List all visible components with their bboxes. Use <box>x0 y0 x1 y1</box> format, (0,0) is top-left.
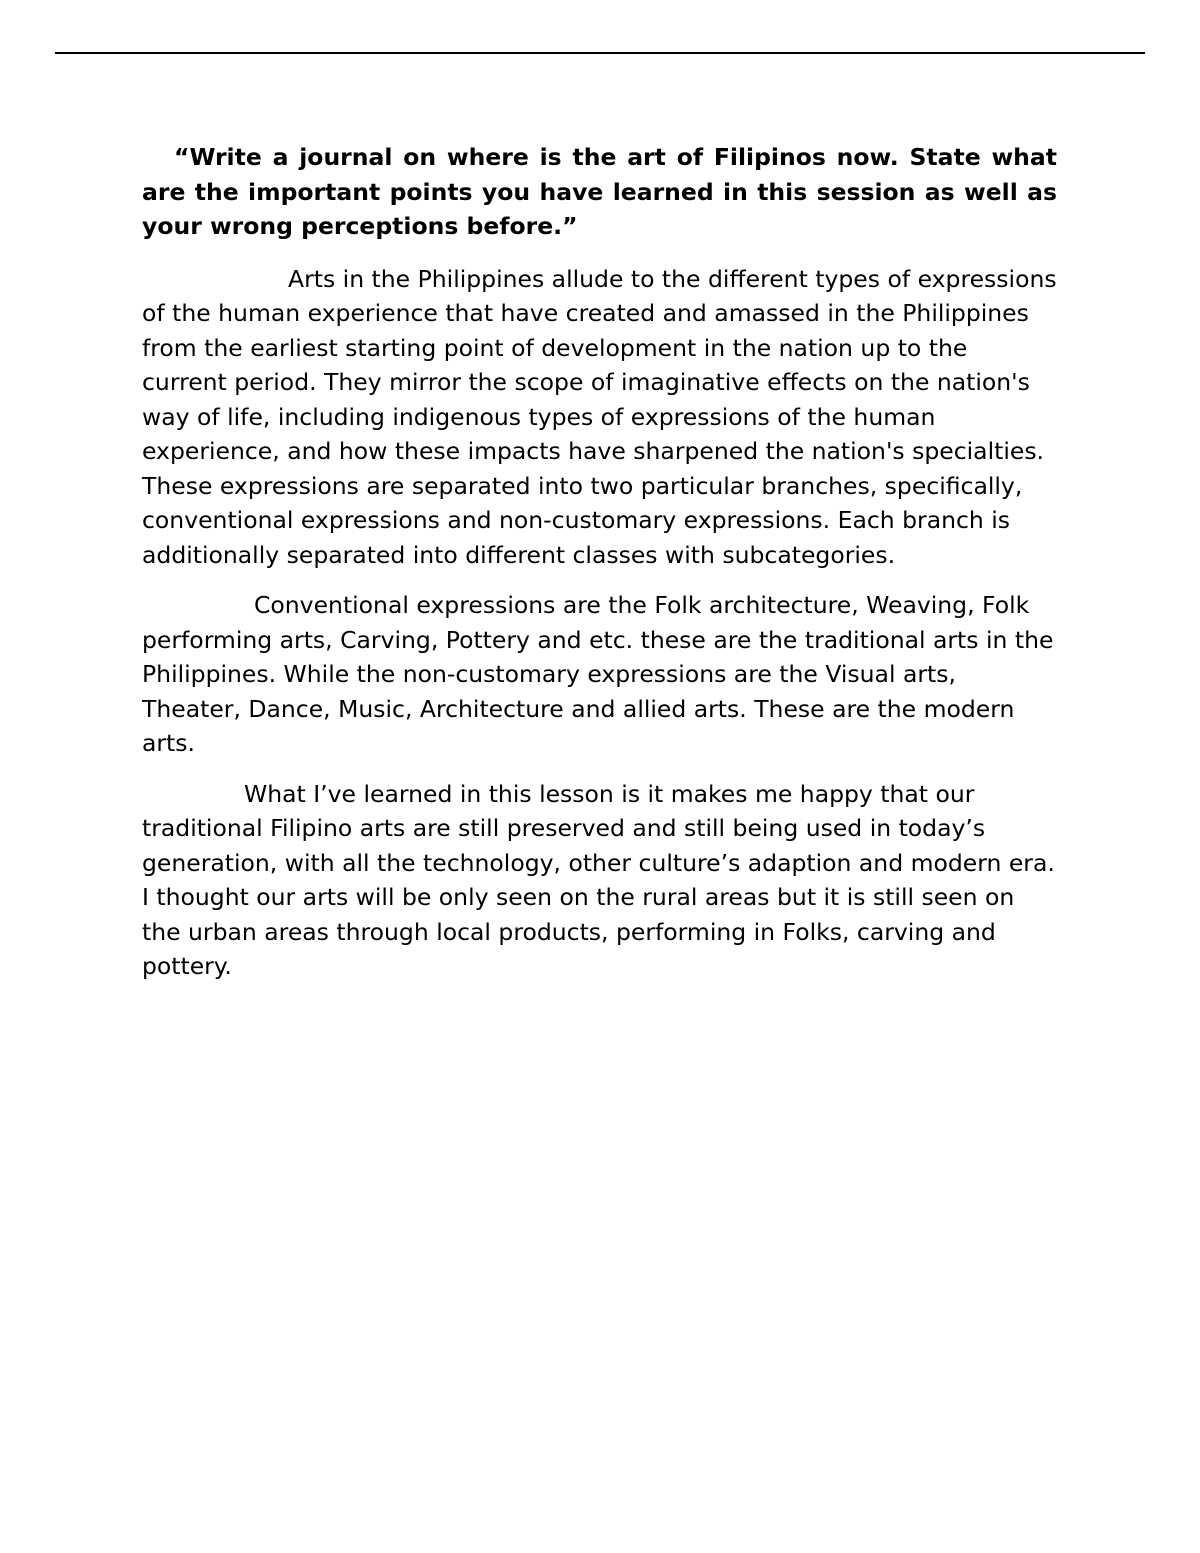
paragraph-lessons-learned: What I’ve learned in this lesson is it makes me happy that our traditional Filipino arts are still preserved and still being used in today’s generation, with all the technology, other culture’s adaption and modern era. I thought our arts will be only seen on the rural areas but it is still seen on the urban areas through local products, performing in Folks, carving and pottery. <box>142 779 1055 980</box>
document-body <box>142 140 1057 1000</box>
paragraph-arts-overview: Arts in the Philippines allude to the different types of expressions of the human experience that have created and amassed in the Philippines from the earliest starting point of development in the nation up to the current period. They mirror the scope of imaginative effects on the nation's way of life, including indigenous types of expressions of the human experience, and how these impacts have sharpened the nation's specialties. These expressions are separated into two particular branches, specifically, conventional expressions and non-customary expressions. Each branch is additionally separated into different classes with subcategories. <box>142 264 1057 569</box>
paragraph-conventional-expressions: Conventional expressions are the Folk architecture, Weaving, Folk performing arts, Carving, Pottery and etc. these are the traditional arts in the Philippines. While the non-customary expressions are the Visual arts, Theater, Dance, Music, Architecture and allied arts. These are the modern arts. <box>142 591 1054 757</box>
journal-prompt: “Write a journal on where is the art of Filipinos now. State what are the important points you have learned in this session as well as your wrong perceptions before.” <box>142 143 1057 240</box>
top-horizontal-rule <box>55 52 1145 54</box>
